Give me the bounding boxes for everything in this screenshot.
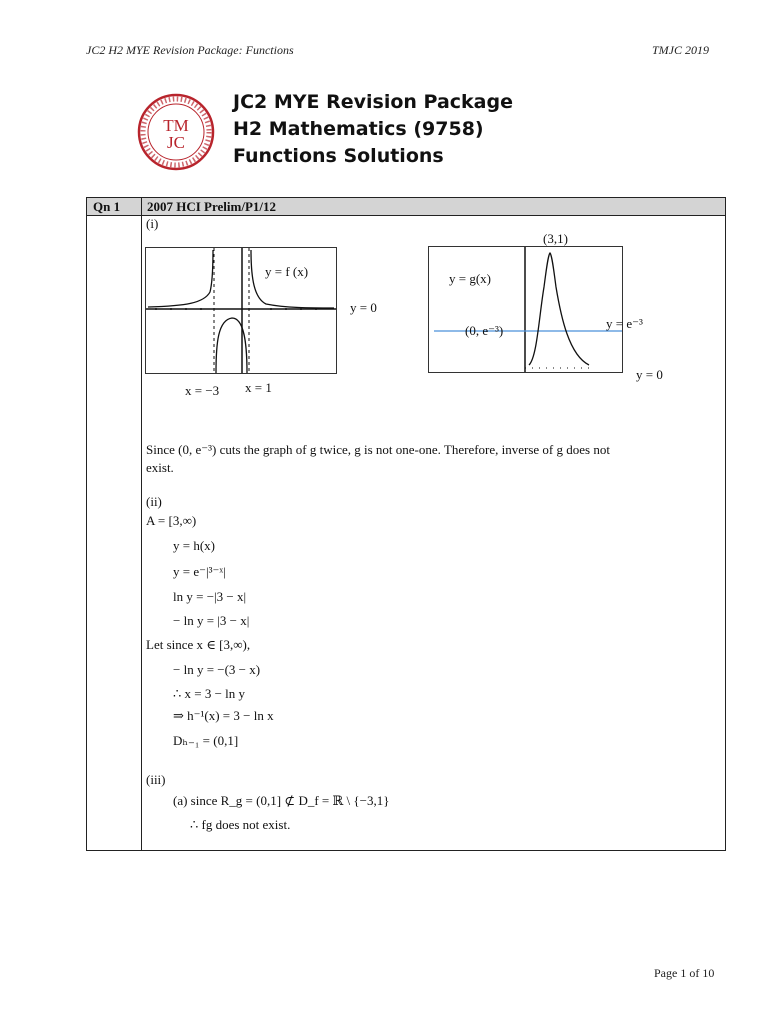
graph-g-peak-label: (3,1) <box>543 231 568 246</box>
part-ii-line-7: − ln y = −(3 − x) <box>173 662 261 677</box>
graph-g-asymptote-y: y = 0 <box>636 367 663 382</box>
graph-g-curve-label: y = g(x) <box>449 271 491 286</box>
part-ii-line-9: ⇒ h⁻¹(x) = 3 − ln x <box>173 708 274 723</box>
part-ii-line-8: ∴ x = 3 − ln y <box>173 686 246 701</box>
part-iii-line-b: ∴ fg does not exist. <box>190 817 291 832</box>
part-iii-line-a: (a) since R_g = (0,1] ⊄ D_f = ℝ \ {−3,1} <box>173 793 390 808</box>
question-source: 2007 HCI Prelim/P1/12 <box>147 199 277 214</box>
graph-f-asymptote-x1: x = −3 <box>185 383 220 398</box>
statement-post: cuts the graph of g twice, g is not one-one. Therefore, inverse of g does not <box>219 442 610 457</box>
svg-text:JC: JC <box>167 133 185 152</box>
part-ii-line-2: y = h(x) <box>173 538 215 553</box>
statement-pre: Since <box>146 442 175 457</box>
graph-g-line-label: y = e⁻³ <box>606 316 643 331</box>
graph-f-asymptote-x2: x = 1 <box>245 380 272 395</box>
part-i-statement-line-2: exist. <box>146 460 174 475</box>
part-i-statement <box>146 442 610 458</box>
header-left: JC2 H2 MYE Revision Package: Functions <box>86 43 294 57</box>
graph-g-line-point: (0, e⁻³) <box>465 323 504 338</box>
part-i-label: (i) <box>146 216 159 231</box>
header-right: TMJC 2019 <box>652 43 709 57</box>
graph-f <box>145 247 337 374</box>
graph-g-plot <box>429 247 622 372</box>
question-number: Qn 1 <box>93 199 121 214</box>
part-ii-label: (ii) <box>146 494 162 509</box>
graph-f-asymptote-y: y = 0 <box>350 300 377 315</box>
part-ii-line-1: A = [3,∞) <box>146 513 197 528</box>
part-ii-line-5: − ln y = |3 − x| <box>173 613 250 628</box>
title-line-3: Functions Solutions <box>233 145 444 167</box>
page-number: Page 1 of 10 <box>654 966 715 980</box>
part-iii-label: (iii) <box>146 772 166 787</box>
title-line-2: H2 Mathematics (9758) <box>233 118 484 140</box>
part-ii-line-10: Dₕ₋₁ = (0,1] <box>173 733 239 748</box>
part-ii-line-3: y = e⁻|³⁻ˣ| <box>173 564 226 579</box>
part-ii-line-4: ln y = −|3 − x| <box>173 589 247 604</box>
svg-text:TM: TM <box>163 116 189 135</box>
part-ii-line-6: Let since x ∈ [3,∞), <box>146 637 251 652</box>
title-line-1: JC2 MYE Revision Package <box>233 91 513 113</box>
statement-point: (0, e⁻³) <box>178 442 217 457</box>
graph-g <box>428 246 623 373</box>
graph-f-curve-label: y = f (x) <box>265 264 309 279</box>
school-logo <box>137 93 215 171</box>
